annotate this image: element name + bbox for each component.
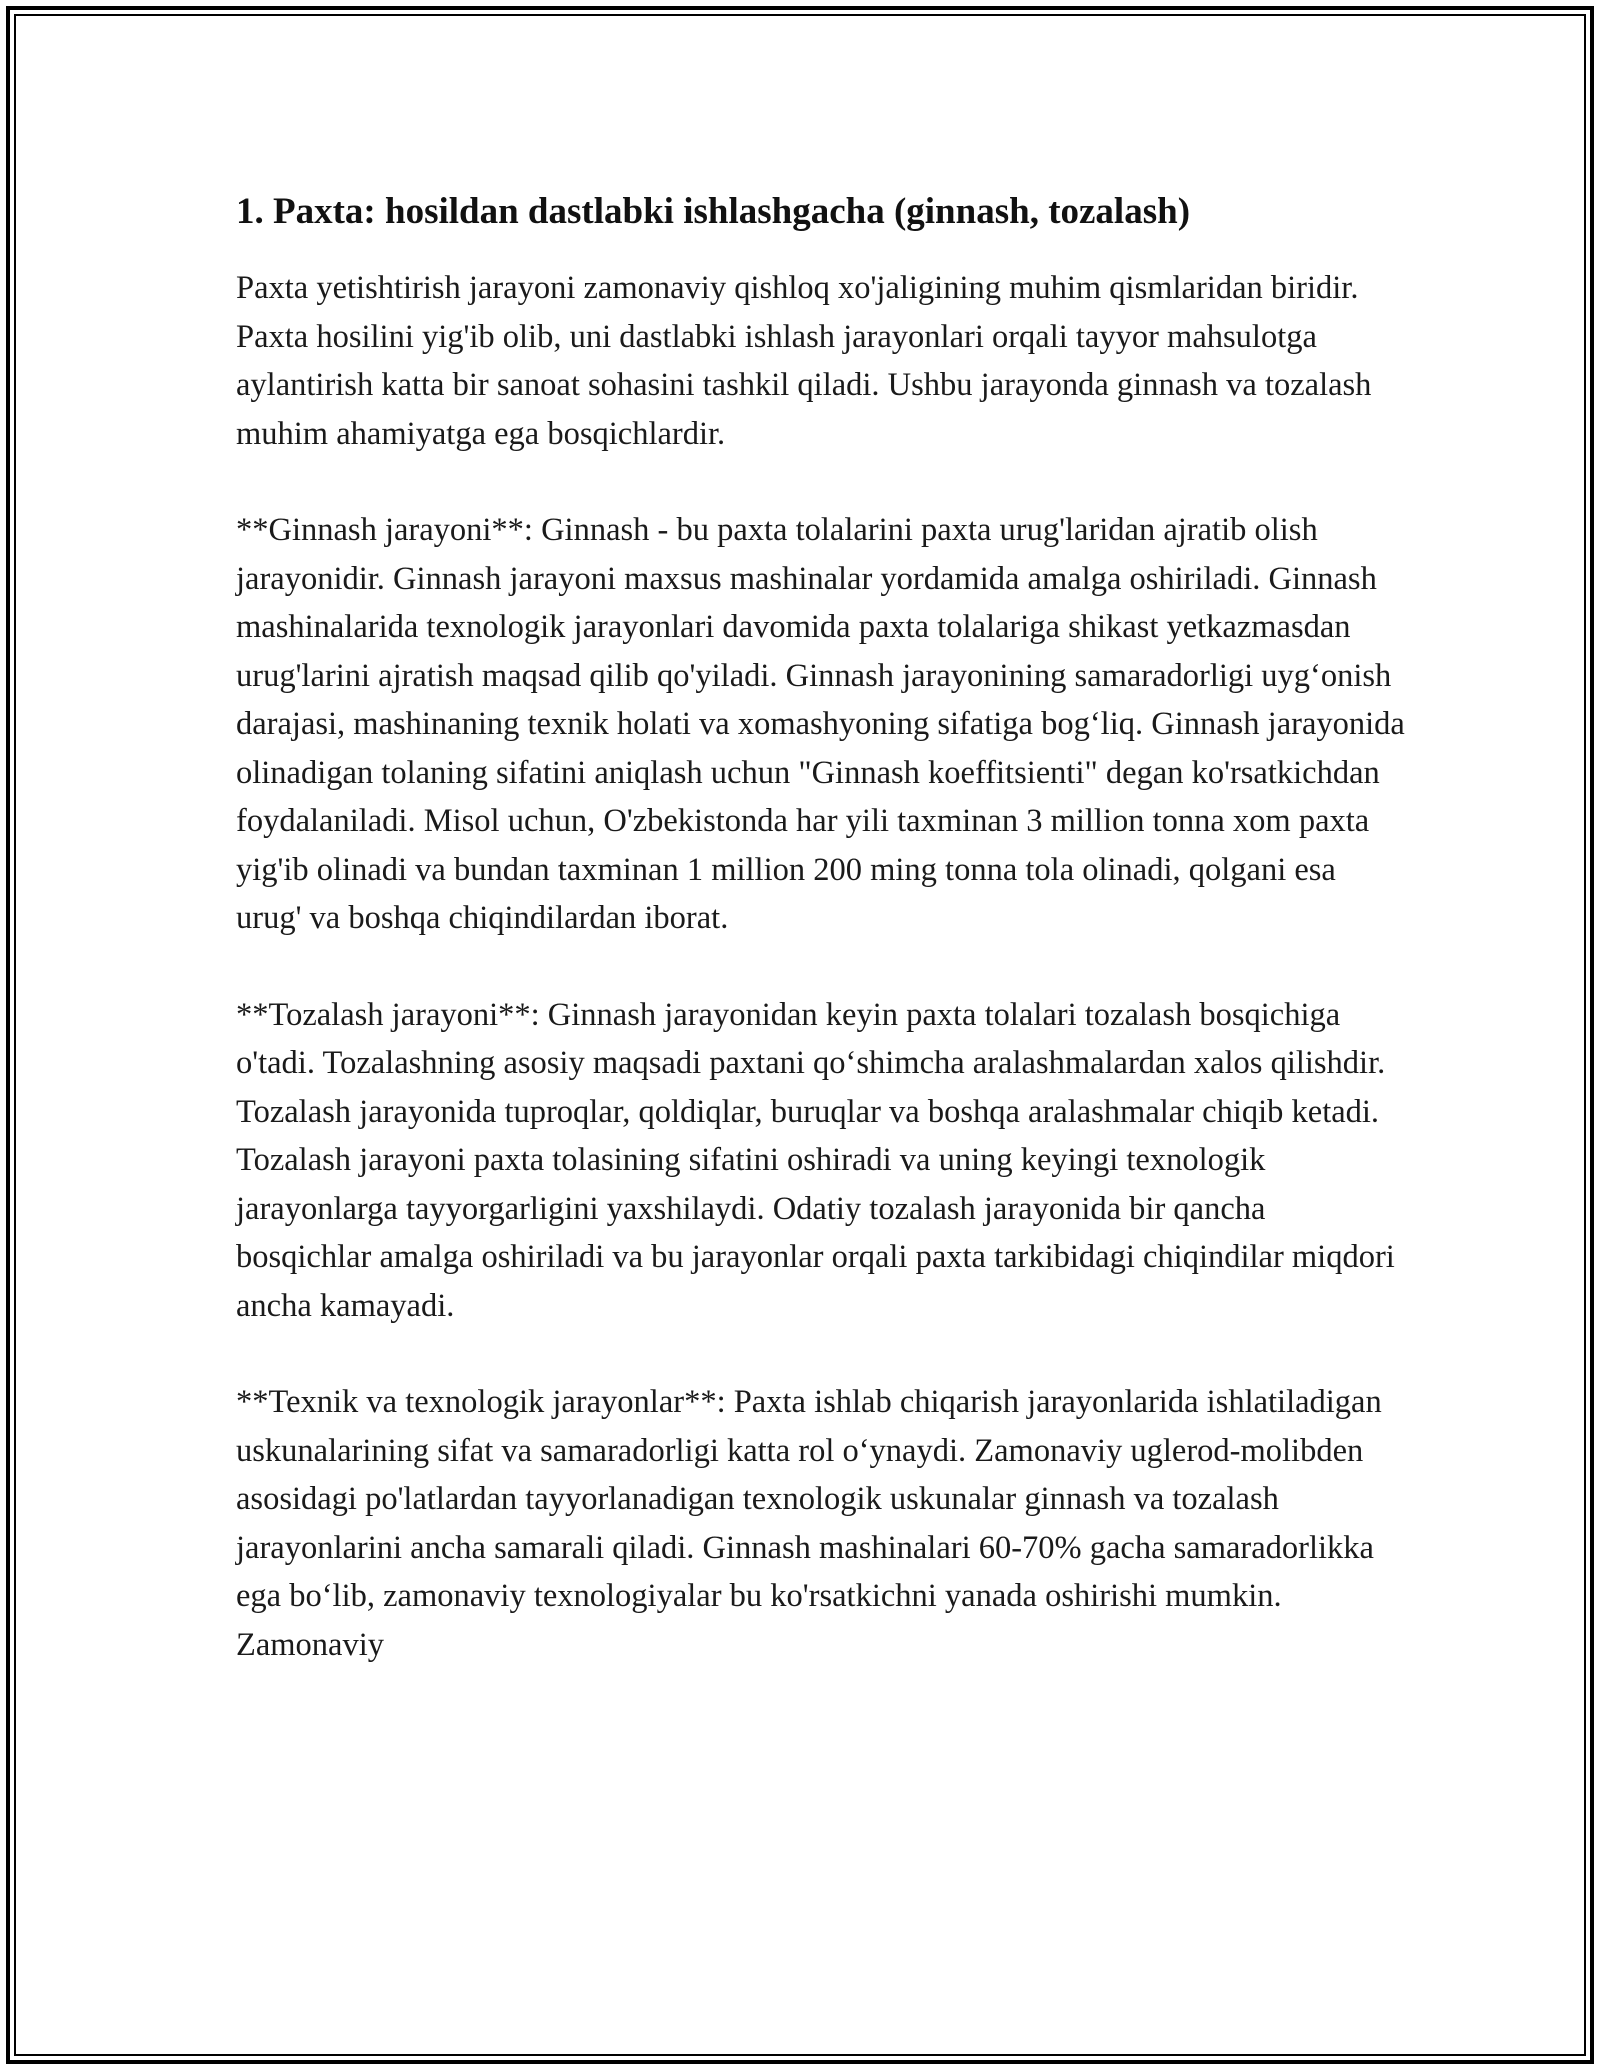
tozalash-paragraph: **Tozalash jarayoni**: Ginnash jarayonidan keyin paxta tolalari tozalash bosqichiga o'tadi. Tozalashning asosiy maqsadi paxtani qo‘shimcha aralashmalardan xalos qilishdir. Tozalash jarayonida tuproqlar, qoldiqlar, buruqlar va boshqa aralashmalar chiqib ketadi. Tozalash jarayoni paxta tolasining sifatini oshiradi va uning keyingi texnologik jarayonlarga tayyorgarligini yaxshilaydi. Odatiy tozalash jarayonida bir qancha bosqichlar amalga oshiriladi va bu jarayonlar orqali paxta tarkibidagi chiqindilar miqdori ancha kamayadi.: [236, 996, 1395, 1324]
intro-paragraph: Paxta yetishtirish jarayoni zamonaviy qishloq xo'jaligining muhim qismlaridan biridir. Paxta hosilini yig'ib olib, uni dastlabki ishlash jarayonlari orqali tayyor mahsulotga aylantirish katta bir sanoat sohasini tashkil qiladi. Ushbu jarayonda ginnash va tozalash muhim ahamiyatga ega bosqichlardir.: [236, 270, 1372, 452]
texnik-paragraph: **Texnik va texnologik jarayonlar**: Paxta ishlab chiqarish jarayonlarida ishlatiladigan uskunalarining sifat va samaradorligi katta rol o‘ynaydi. Zamonaviy uglerod-molibden asosidagi po'latlardan tayyorlanadigan texnologik uskunalar ginnash va tozalash jarayonlarini ancha samarali qiladi. Ginnash mashinalari 60-70% gacha samaradorlikka ega bo‘lib, zamonaviy texnologiyalar bu ko'rsatkichni yanada oshirishi mumkin. Zamonaviy: [236, 1384, 1382, 1663]
section-heading: 1. Paxta: hosildan dastlabki ishlashgacha (ginnash, tozalash): [236, 191, 1191, 232]
ginnash-paragraph: **Ginnash jarayoni**: Ginnash - bu paxta tolalarini paxta urug'laridan ajratib olish jarayonidir. Ginnash jarayoni maxsus mashinalar yordamida amalga oshiriladi. Ginnash mashinalarida texnologik jarayonlari davomida paxta tolalariga shikast yetkazmasdan urug'larini ajratish maqsad qilib qo'yiladi. Ginnash jarayonining samaradorligi uyg‘onish darajasi, mashinaning texnik holati va xomashyoning sifatiga bog‘liq. Ginnash jarayonida olinadigan tolaning sifatini aniqlash uchun "Ginnash koeffitsienti" degan ko'rsatkichdan foydalaniladi. Misol uchun, O'zbekistonda har yili taxminan 3 million tonna xom paxta yig'ib olinadi va bundan taxminan 1 million 200 ming tonna tola olinadi, qolgani esa urug' va boshqa chiqindilardan iborat.: [236, 512, 1405, 936]
document-body: [236, 186, 1406, 1717]
